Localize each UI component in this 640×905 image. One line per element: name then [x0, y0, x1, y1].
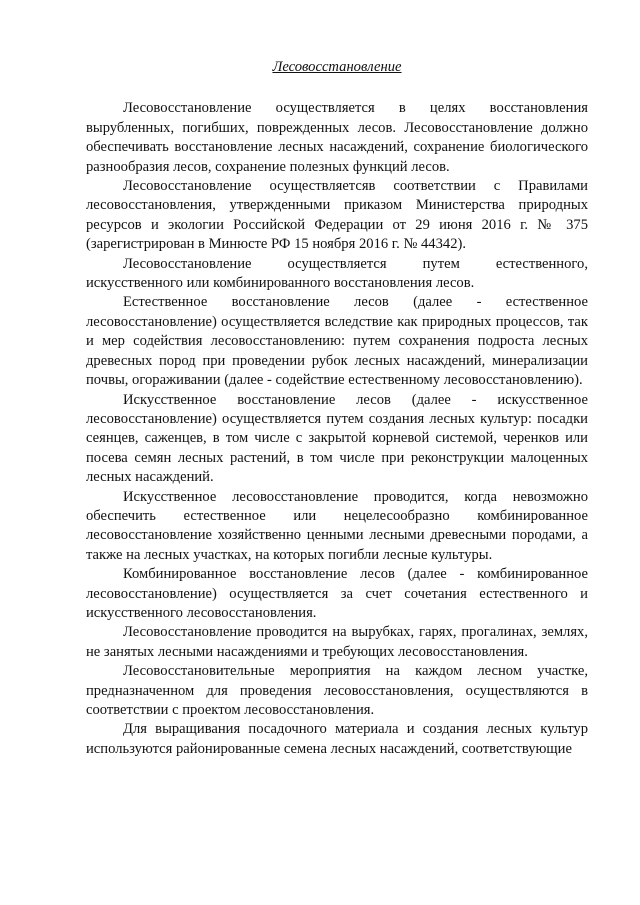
paragraph-4: Естественное восстановление лесов (далее - естественное лесовосстановление) осуществляется вследствие как природных процессов, так и мер содействия лесовосстановлению: путем сохранения подроста лесных древесных пород при проведении рубок лесных насаждений, минерализации почвы, огораживании (далее - содействие естественному лесовосстановлению).: [86, 294, 588, 389]
paragraph-5: Искусственное восстановление лесов (далее - искусственное лесовосстановление) осуществляется путем создания лесных культур: посадки сеянцев, саженцев, в том числе с закрытой корневой системой, черенков или посева семян лесных растений, в том числе при реконструкции малоценных лесных насаждений.: [86, 391, 588, 486]
paragraph-10: Для выращивания посадочного материала и создания лесных культур используются районированные семена лесных насаждений, соответствующие: [86, 721, 588, 757]
paragraph-7: Комбинированное восстановление лесов (далее - комбинированное лесовосстановление) осуществляется за счет сочетания естественного и искусственного лесовосстановления.: [86, 566, 588, 621]
paragraph-8: Лесовосстановление проводится на вырубках, гарях, прогалинах, землях, не занятых лесными насаждениями и требующих лесовосстановления.: [86, 624, 588, 660]
paragraph-6: Искусственное лесовосстановление проводится, когда невозможно обеспечить естественное или нецелесообразно комбинированное лесовосстановление хозяйственно ценными лесными древесными породами, а также на лесных участках, на которых погибли лесные культуры.: [86, 488, 588, 563]
paragraph-1: Лесовосстановление осуществляется в целях восстановления вырубленных, погибших, поврежденных лесов. Лесовосстановление должно обеспечивать восстановление лесных насаждений, сохранение биологического разнообразия лесов, сохранение полезных функций лесов.: [86, 100, 588, 175]
paragraph-2: Лесовосстановление осуществляетсяв соответствии с Правилами лесовосстановления, утвержденными приказом Министерства природных ресурсов и экологии Российской Федерации от 29 июня 2016 г. № 375 (зарегистрирован в Минюсте РФ 15 ноября 2016 г. № 44342).: [86, 178, 588, 253]
paragraph-9: Лесовосстановительные мероприятия на каждом лесном участке, предназначенном для проведения лесовосстановления, осуществляются в соответствии с проектом лесовосстановления.: [86, 663, 588, 718]
paragraph-3: Лесовосстановление осуществляется путем естественного, искусственного или комбинированного восстановления лесов.: [86, 255, 588, 292]
document-page: [86, 58, 588, 759]
document-title: Лесовосстановление: [272, 59, 402, 75]
